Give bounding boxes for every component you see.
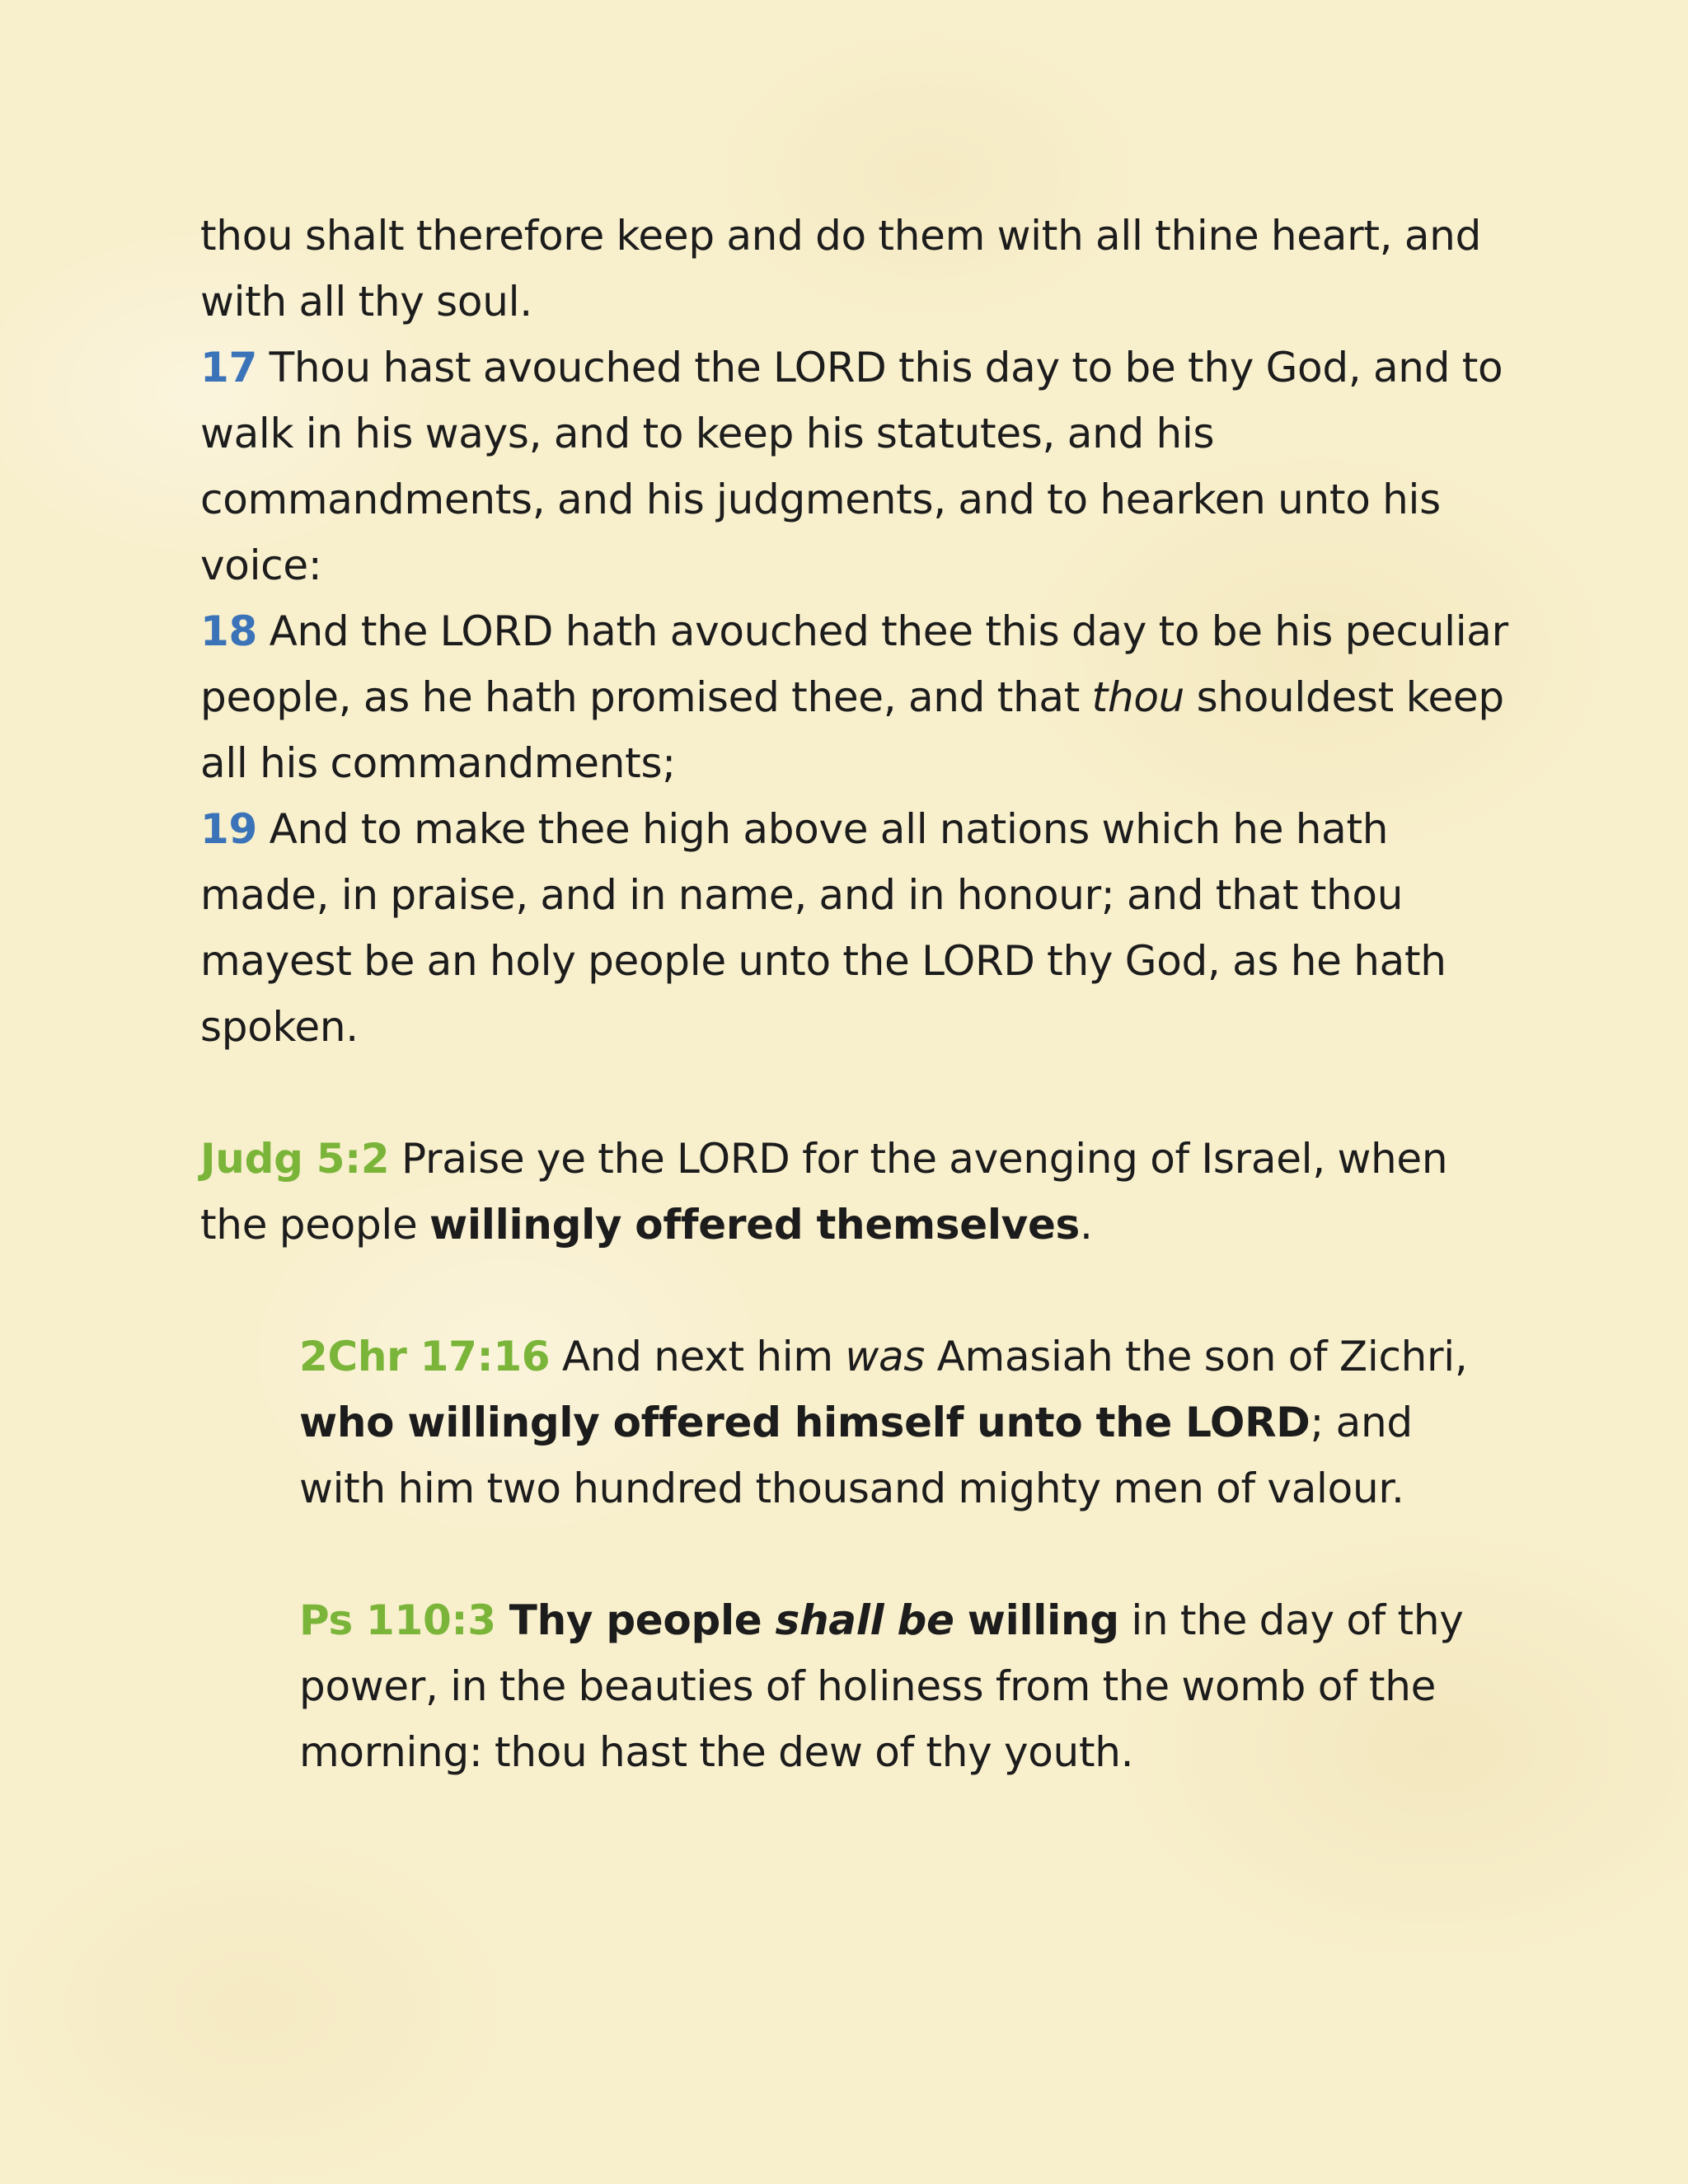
passage-text: . [1080,1201,1093,1249]
verse-19 [200,796,1511,1060]
verse-number: 17 [200,344,257,391]
passage-text: Amasiah the son of Zichri, [925,1333,1468,1380]
continuation-text: thou shalt therefore keep and do them with all thine heart, and with all thy soul. [200,212,1482,326]
verse-18 [200,598,1511,796]
verse-text: And to make thee high above all nations which he hath made, in praise, and in name, and in honour; and that thou mayest be an holy people unto the LORD thy God, as he hath spoken. [200,805,1447,1051]
emphasis-text: willingly offered themselves [429,1201,1081,1249]
italic-word: was [845,1333,926,1380]
passage-text: Praise ye the LORD for the avenging of Israel, when the people [200,1135,1448,1249]
verse-number: 18 [200,607,257,655]
cross-reference: Judg 5:2 [200,1135,390,1183]
verse-number: 19 [200,805,257,853]
spacer [200,1060,1511,1126]
verse-text: shouldest keep all his commandments; [200,673,1504,787]
judges-passage [200,1126,1511,1258]
emphasis-italic-text: shall be [775,1596,954,1644]
spacer [200,1258,1511,1324]
emphasis-text: Thy people [495,1596,776,1644]
passage-text: ; and with him two hundred thousand mighty men of valour. [299,1399,1413,1512]
passage-text: in the day of thy power, in the beauties of holiness from the womb of the morning: thou hast the dew of thy youth. [299,1596,1464,1776]
scripture-page [200,203,1511,1785]
cross-reference: 2Chr 17:16 [299,1333,551,1380]
spacer [200,1521,1511,1587]
psalms-passage [299,1587,1494,1785]
verse-text: Thou hast avouched the LORD this day to be thy God, and to walk in his ways, and to keep his statutes, and his commandments, and his judgments, and to hearken unto his voice: [200,344,1503,589]
verse-italic-word: thou [1091,673,1185,721]
emphasis-text: willing [954,1596,1119,1644]
passage-text: And next him [550,1333,846,1380]
verse-17 [200,335,1511,598]
emphasis-text: who willingly offered himself unto the LORD [299,1399,1311,1446]
chronicles-passage [299,1324,1494,1521]
cross-reference: Ps 110:3 [299,1596,496,1644]
verse-text: And the LORD hath avouched thee this day to be his peculiar people, as he hath promised thee, and that [200,607,1508,721]
